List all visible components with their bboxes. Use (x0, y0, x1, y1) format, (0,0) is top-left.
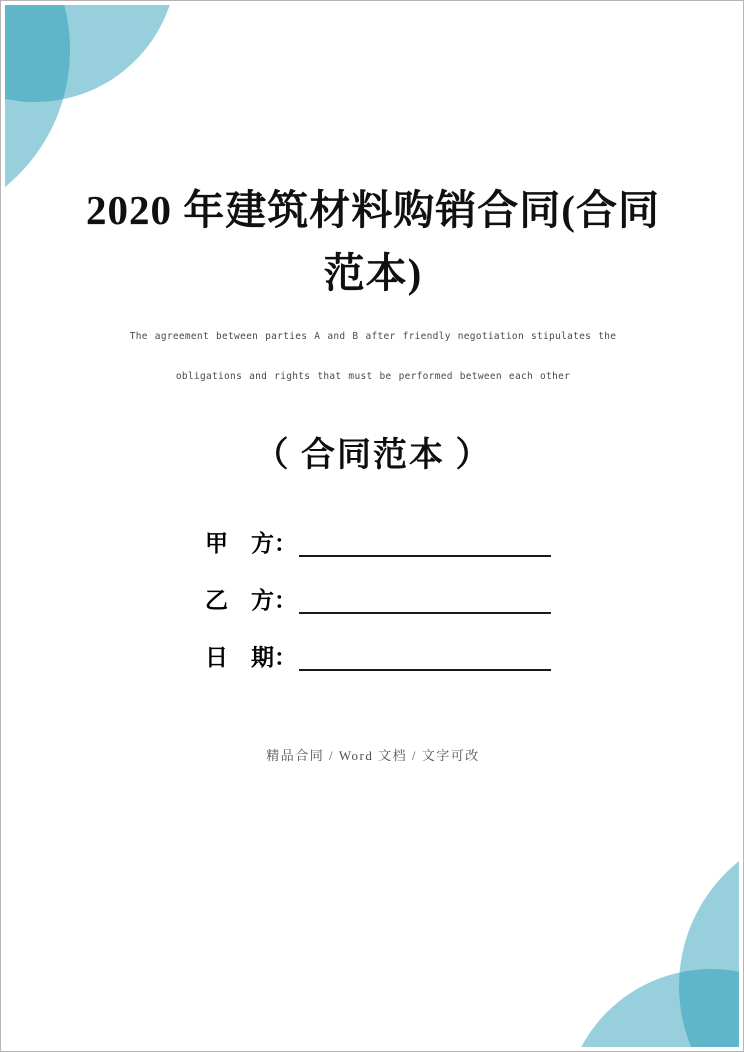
date-label: 日 期： (205, 645, 297, 670)
document-title (1, 179, 744, 305)
date-blank-line[interactable] (299, 645, 551, 671)
party-b-row (205, 588, 551, 614)
party-b-blank-line[interactable] (299, 588, 551, 614)
party-b-label: 乙 方： (205, 588, 297, 613)
party-a-row (205, 531, 551, 557)
decoration-circle-bottom-right-upper (679, 826, 739, 1047)
party-a-blank-line[interactable] (299, 531, 551, 557)
document-title-line1: 2020 年建筑材料购销合同(合同 (86, 187, 660, 233)
contract-template-stamp: （ 合同范本 ） (254, 437, 492, 474)
document-subtitle-line1: The agreement between parties A and B after friendly negotiation stipulates the (129, 331, 617, 342)
corner-decorations (5, 5, 739, 1047)
party-a-label: 甲 方： (205, 531, 297, 556)
document-subtitle-line2: obligations and rights that must be performed between each other (175, 371, 571, 382)
decoration-circle-bottom-right-lower (564, 969, 739, 1047)
document-footer: 精品合同 / Word 文档 / 文字可改 (266, 748, 480, 763)
document-title-line2: 范本) (323, 250, 423, 296)
decoration-circle-top-left-upper (5, 5, 177, 102)
date-row (205, 645, 551, 671)
